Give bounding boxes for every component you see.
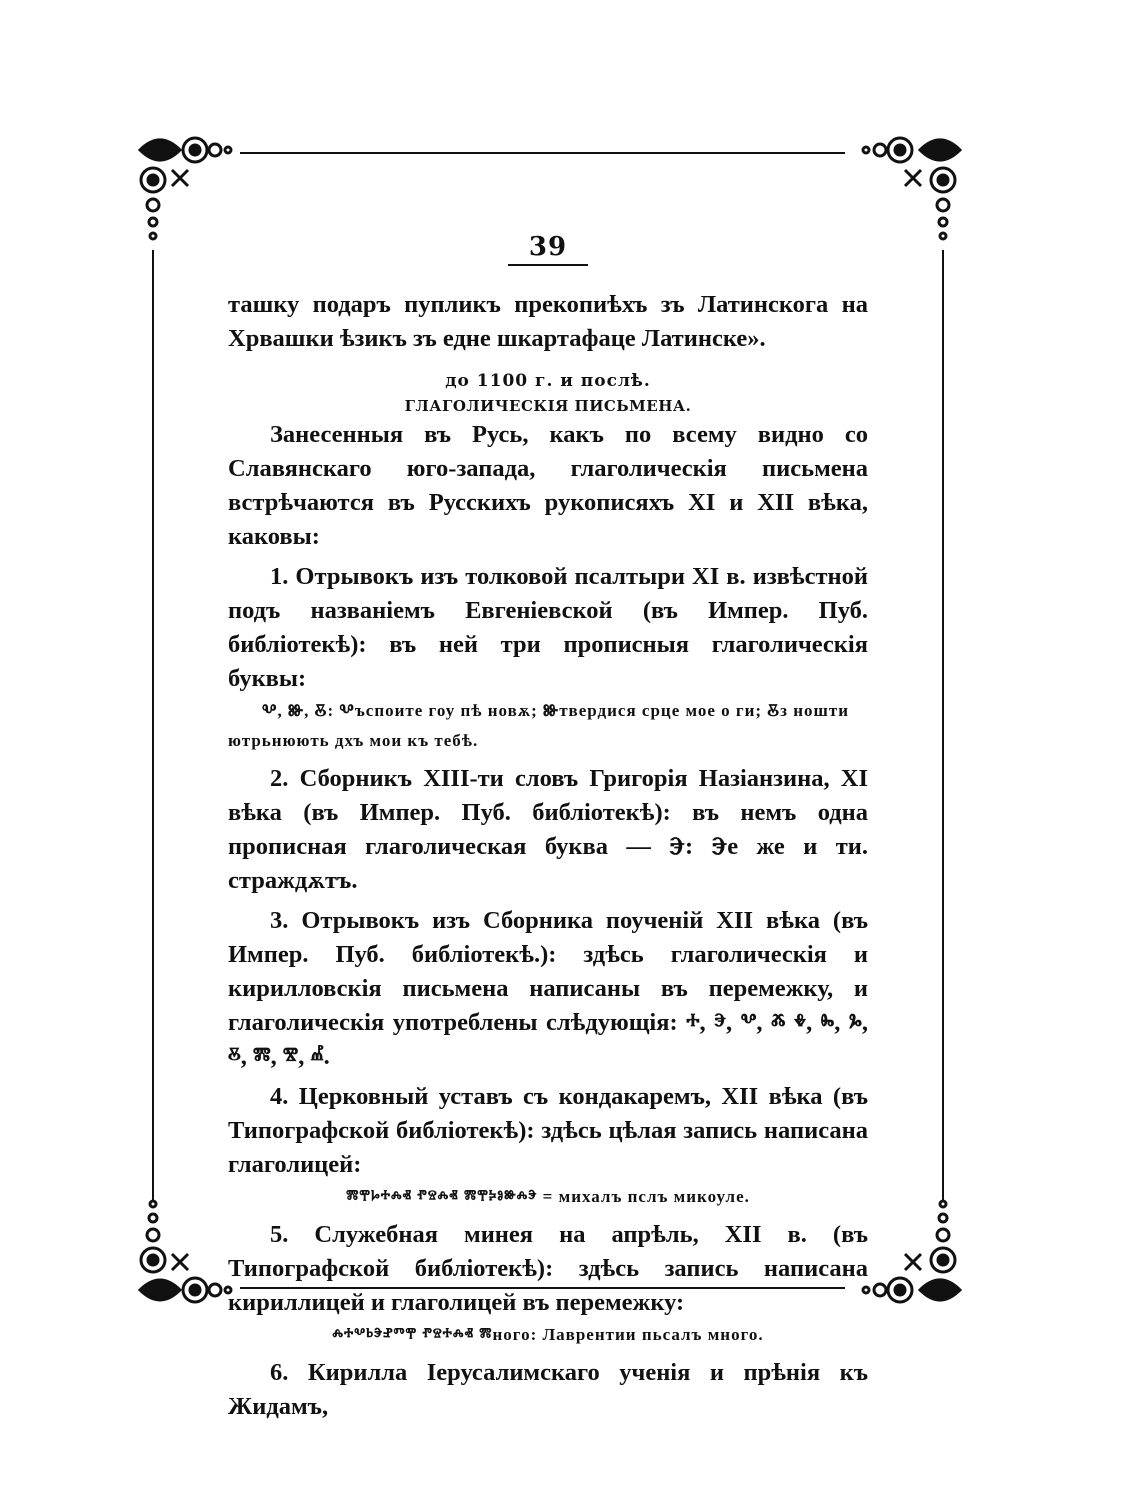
section-date-heading: до 1100 г. и послѣ.	[445, 371, 651, 391]
list-item-6: 6. Кирилла Іерусалимскаго ученія и прѣнія къ Жидамъ,	[228, 1359, 868, 1420]
paragraph-intro: Занесенныя въ Русь, какъ по всему видно со Славянскаго юго-запада, глаголическія письмена встрѣчаются въ Русскихъ рукописяхъ XI и XII вѣка, каковы:	[228, 421, 868, 550]
paragraph-continuation: ташку подаръ пупликъ прекопиѣхъ зъ Латинскога на Хрвашки ѣзикъ зъ едне шкартафаце Латинске».	[228, 291, 868, 352]
corner-ornament-top-left	[140, 138, 231, 239]
list-item-2: 2. Сборникъ XIII-ти словъ Григорія Назіанзина, XI вѣка (въ Импер. Пуб. библіотекѣ): въ немъ одна прописная глаголическая буква — Ⰵ: Ⰵе же и ти. страждѫтъ.	[228, 765, 868, 894]
list-item-3: 3. Отрывокъ изъ Сборника поученій XII вѣка (въ Импер. Пуб. библіотекѣ.): здѣсь глаголическія и кирилловскія письмена написаны въ перемежку, и глаголическія употреблены слѣдующія: ⰰ, ⰵ, ⰲ, ⰶ ⰷ, ⰸ, ⰳ, ⰻ, ⰿ, ⰺ, ⰼ.	[228, 907, 868, 1070]
corner-ornament-bottom-left	[140, 1201, 231, 1302]
list-item-5: 5. Служебная минея на апрѣль, XII в. (въ Типографской библіотекѣ): здѣсь запись написана кириллицей и глаголицей въ перемежку:	[228, 1221, 868, 1316]
list-item-4: 4. Церковный уставъ съ кондакаремъ, XII вѣка (въ Типографской библіотекѣ): здѣсь цѣлая запись написана глаголицей:	[228, 1083, 868, 1178]
corner-ornament-bottom-right	[863, 1201, 960, 1302]
page-number: 39	[508, 232, 588, 266]
section-title: ГЛАГОЛИЧЕСКІЯ ПИСЬМЕНА.	[404, 397, 692, 415]
corner-ornament-top-right	[863, 138, 960, 239]
glagolitic-quote-1: Ⰲ, Ⱆ, Ⰻ: Ⰲъспоите гоу пѣ новѫ; Ⱆтвердися срце мое о ги; Ⰻз ношти ютрьнюють дхъ мои къ тебѣ.	[228, 701, 849, 750]
glagolitic-quote-4: ⰿⰹⱈⰰⰾⱏ ⱂⱄⰾⱏ ⰿⰹⰽⱁⱆⰾⰵ = михалъ пслъ микоуле.	[346, 1187, 750, 1206]
page-body	[228, 232, 868, 1424]
list-item-1: 1. Отрывокъ изъ толковой псалтыри XI в. извѣстной подъ названіемъ Евгеніевской (въ Импер. Пуб. библіотекѣ): въ ней три прописныя глаголическія буквы:	[228, 563, 868, 692]
glagolitic-quote-5: ⰾⰰⰲⱃⰵⱀⱅⰹ ⱂⱄⰰⰾⱏ ⰿного: Лаврентии пьсалъ много.	[332, 1325, 764, 1344]
